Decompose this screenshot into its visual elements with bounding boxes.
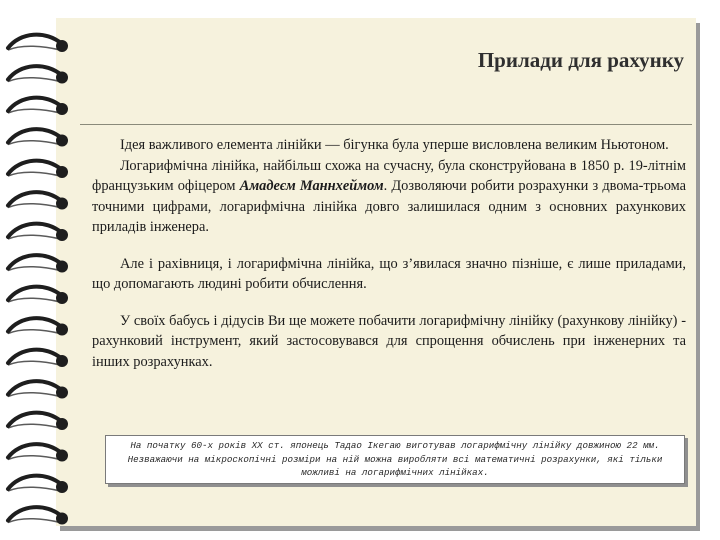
- spiral-ring-icon: [8, 98, 68, 115]
- spiral-ring-icon: [8, 444, 68, 461]
- slide-body: [92, 135, 686, 372]
- inventor-name: Амадеєм Маннхеймом: [239, 178, 384, 194]
- footnote-box: На початку 60-х років XX ст. японець Тадао Ікегаю виготував логарифмічну лінійку довжиною 22 мм. Незважаючи на мікроскопічні розміри на ній можна виробляти всі математичні розрахунки, які тільки можливі на логарифмічних лінійках.: [105, 435, 685, 484]
- spiral-ring-icon: [8, 129, 68, 146]
- paragraph-newton: Ідея важливого елемента лінійки — бігунка була уперше висловлена великим Ньютоном.: [120, 137, 669, 153]
- spiral-ring-icon: [8, 350, 68, 367]
- spiral-ring-icon: [8, 507, 68, 524]
- spiral-ring-icon: [8, 192, 68, 209]
- spiral-ring-icon: [8, 476, 68, 493]
- paragraph-mannheim: [92, 156, 686, 238]
- paragraph-abacus: Але і рахівниця, і логарифмічна лінійка, що з’явилася значно пізніше, є лише приладами, що допомагають людині робити обчислення.: [92, 255, 686, 292]
- spiral-ring-icon: [8, 287, 68, 304]
- spiral-ring-icon: [8, 66, 68, 83]
- spiral-ring-icon: [8, 161, 68, 178]
- slide-title: Прилади для рахунку: [477, 48, 684, 72]
- spiral-ring-icon: [8, 381, 68, 398]
- spiral-ring-icon: [8, 255, 68, 272]
- paragraph-mannheim-lead: Логарифмічна лінійка, найбільш схожа на сучасну, була сконструйована в 1850 р. 19-літнім французьким офіцером: [92, 157, 686, 194]
- paragraph-grandparents: У своїх бабусь і дідусів Ви ще можете побачити логарифмічну лінійку (рахункову лінійку) - рахунковий інструмент, який застосовувався для спрощення обчислень при інженерних та інших розрахунках.: [92, 312, 686, 370]
- paragraph-mannheim-rest: . Дозволяючи робити розрахунки з двома-трьома точними цифрами, логарифмічна лінійка довго залишилася одним з основних рахункових приладів інженера.: [92, 178, 687, 235]
- spiral-ring-icon: [8, 318, 68, 335]
- spiral-ring-icon: [8, 224, 68, 241]
- spiral-ring-icon: [8, 413, 68, 430]
- title-divider: [80, 124, 692, 125]
- spiral-binding-icon: [0, 0, 80, 540]
- spiral-ring-icon: [8, 35, 68, 52]
